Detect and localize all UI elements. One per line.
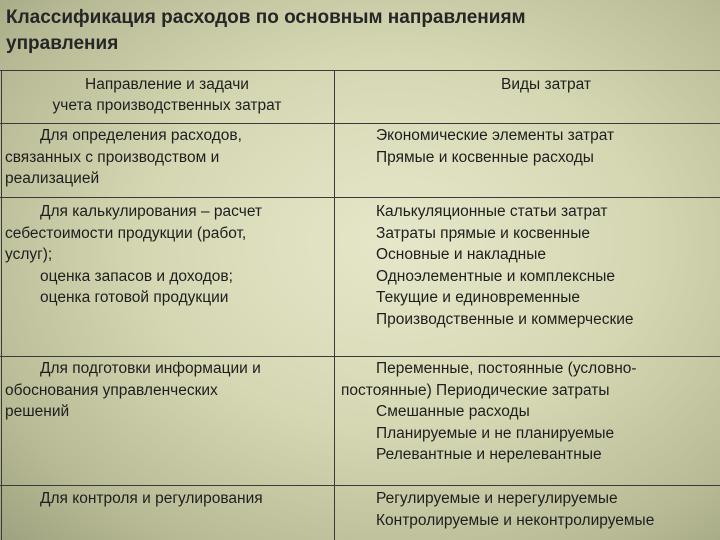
- classification-table: [0, 70, 720, 540]
- cell-line: Затраты прямые и косвенные: [376, 224, 590, 242]
- row-3-direction: [5, 358, 331, 423]
- table-border-top: [0, 70, 720, 71]
- cell-line: Для подготовки информации и: [40, 360, 261, 377]
- cell-line: Регулируемые и нерегулируемые: [376, 490, 618, 507]
- row-4-cost-types: [341, 488, 717, 531]
- cell-line: Одноэлементные и комплексные: [376, 267, 616, 285]
- cell-line: Основные и накладные: [376, 246, 546, 263]
- row-divider: [0, 197, 720, 198]
- cell-line: Релевантные и нерелевантные: [376, 446, 602, 463]
- title-line: Классификация расходов по основным направлениям: [6, 7, 526, 28]
- cell-line: оценка запасов и доходов;: [40, 267, 233, 285]
- column-divider: [334, 70, 335, 540]
- cell-line: решений: [5, 403, 70, 420]
- cell-line: постоянные) Периодические затраты: [341, 381, 610, 399]
- cell-line: себестоимости продукции (работ,: [5, 224, 247, 242]
- cell-line: Контролируемые и неконтролируемые: [376, 511, 655, 529]
- row-1-direction: [5, 125, 331, 190]
- cell-line: Для калькулирования – расчет: [40, 203, 263, 220]
- header-cost-types: [366, 74, 720, 95]
- cell-line: Текущие и единовременные: [376, 289, 581, 306]
- cell-line: Прямые и косвенные расходы: [376, 148, 594, 166]
- header-line: учета производственных затрат: [52, 97, 282, 114]
- row-2-direction: [5, 201, 331, 309]
- row-4-direction: [5, 488, 331, 510]
- row-1-cost-types: [341, 125, 717, 168]
- title-line: управления: [6, 33, 119, 54]
- cell-line: Переменные, постоянные (условно-: [376, 360, 637, 377]
- row-divider: [0, 123, 720, 124]
- cell-line: Производственные и коммерческие: [376, 310, 634, 328]
- row-3-cost-types: [341, 358, 717, 466]
- cell-line: Экономические элементы затрат: [376, 127, 615, 144]
- header-line: Направление и задачи: [85, 76, 249, 93]
- cell-line: реализацией: [5, 170, 100, 187]
- header-direction: [2, 74, 332, 116]
- cell-line: оценка готовой продукции: [40, 289, 229, 306]
- slide-title: [6, 5, 706, 57]
- cell-line: услуг);: [5, 246, 53, 263]
- cell-line: Планируемые и не планируемые: [376, 424, 615, 442]
- cell-line: Для контроля и регулирования: [40, 490, 263, 507]
- cell-line: Калькуляционные статьи затрат: [376, 203, 608, 220]
- row-2-cost-types: [341, 201, 717, 330]
- row-divider: [0, 356, 720, 357]
- row-divider: [0, 485, 720, 486]
- table-border-left: [1, 70, 2, 540]
- cell-line: Для определения расходов,: [40, 127, 242, 144]
- cell-line: обоснования управленческих: [5, 381, 218, 399]
- cell-line: Смешанные расходы: [376, 403, 530, 420]
- header-line: Виды затрат: [501, 76, 591, 93]
- cell-line: связанных с производством и: [5, 148, 220, 166]
